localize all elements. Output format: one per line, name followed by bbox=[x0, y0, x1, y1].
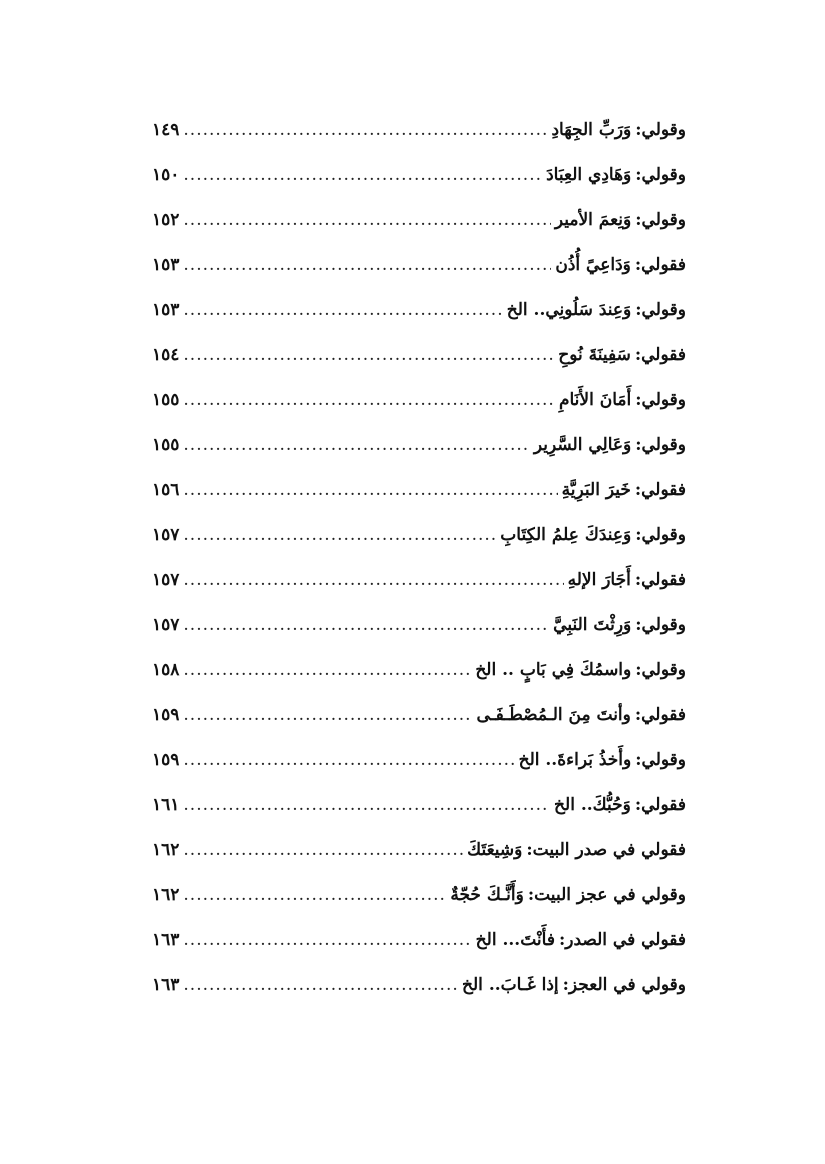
entry-lead: وقولي: bbox=[635, 660, 686, 680]
entry-title: وَنِعمَ الأمير bbox=[554, 210, 632, 230]
entry-text bbox=[553, 607, 686, 643]
entry-lead: فقولي: bbox=[634, 345, 686, 365]
entry-lead: وقولي: bbox=[635, 210, 686, 230]
entry-text bbox=[462, 967, 686, 1003]
page-number: ١٦٢ bbox=[152, 840, 180, 860]
toc-entry bbox=[152, 742, 686, 787]
dot-leader bbox=[183, 472, 557, 508]
toc-entry bbox=[152, 427, 686, 472]
dot-leader bbox=[183, 922, 471, 958]
entry-title: أَجَارَ الإلهِ bbox=[567, 570, 631, 590]
entry-title: وَعَالِي السَّرِير bbox=[533, 435, 632, 455]
page-number: ١٥٥ bbox=[152, 435, 180, 455]
entry-text bbox=[568, 562, 686, 598]
toc-entry bbox=[152, 382, 686, 427]
entry-title: وَعِندَكَ عِلمُ الكِتَابِ bbox=[500, 525, 632, 545]
page-number: ١٥٥ bbox=[152, 390, 180, 410]
entry-lead: فقولي: bbox=[634, 255, 686, 275]
entry-title: وَرِثْتَ النَبِيَّ bbox=[553, 615, 632, 635]
entry-lead: فقولي: bbox=[634, 705, 686, 725]
entry-lead: وقولي: bbox=[635, 300, 686, 320]
dot-leader bbox=[183, 157, 542, 193]
entry-lead: وقولي: bbox=[635, 435, 686, 455]
entry-lead: وقولي: bbox=[635, 615, 686, 635]
entry-text bbox=[450, 877, 686, 913]
entry-text bbox=[554, 787, 686, 823]
toc-entry bbox=[152, 877, 686, 922]
entry-lead: وقولي في عجز البيت: bbox=[527, 885, 686, 905]
page-number: ١٥٢ bbox=[152, 210, 180, 230]
page-number: ١٥٤ bbox=[152, 345, 180, 365]
toc-entry bbox=[152, 697, 686, 742]
page-number: ١٥٧ bbox=[152, 525, 180, 545]
page-number: ١٥٧ bbox=[152, 570, 180, 590]
dot-leader bbox=[183, 787, 550, 823]
dot-leader bbox=[183, 697, 472, 733]
page-number: ١٥٣ bbox=[152, 255, 180, 275]
page-number: ١٥٩ bbox=[152, 705, 180, 725]
entry-lead: فقولي: bbox=[634, 480, 686, 500]
entry-lead: وقولي: bbox=[635, 120, 686, 140]
dot-leader bbox=[183, 112, 547, 148]
toc-entry bbox=[152, 472, 686, 517]
entry-title: وَأَنَّـكَ حُجّةٌ bbox=[450, 885, 524, 905]
dot-leader bbox=[183, 337, 554, 373]
dot-leader bbox=[183, 427, 529, 463]
entry-text bbox=[500, 517, 686, 553]
entry-title: وَدَاعِيً أُذُن bbox=[555, 255, 631, 275]
entry-text bbox=[558, 337, 686, 373]
page-number: ١٦٣ bbox=[152, 975, 180, 995]
entry-title: وَهَادِي العِبَادَ bbox=[546, 165, 632, 185]
toc-entry bbox=[152, 337, 686, 382]
page-number: ١٦٣ bbox=[152, 930, 180, 950]
dot-leader bbox=[183, 382, 555, 418]
dot-leader bbox=[183, 832, 463, 868]
dot-leader bbox=[183, 877, 446, 913]
toc-entry bbox=[152, 787, 686, 832]
entry-title: وَحُبُّكَ.. الخ bbox=[554, 795, 631, 815]
entry-text bbox=[507, 292, 686, 328]
dot-leader bbox=[183, 652, 471, 688]
entry-text bbox=[555, 202, 686, 238]
toc-entry bbox=[152, 247, 686, 292]
entry-text bbox=[476, 697, 686, 733]
toc-entry bbox=[152, 112, 686, 157]
entry-text bbox=[562, 472, 686, 508]
entry-text bbox=[546, 157, 686, 193]
entry-title: أَمَانَ الأَنَامِ bbox=[558, 390, 632, 410]
page-number: ١٦٢ bbox=[152, 885, 180, 905]
entry-lead: فقولي في الصدر: bbox=[558, 930, 686, 950]
dot-leader bbox=[183, 562, 563, 598]
toc-entry bbox=[152, 157, 686, 202]
entry-text bbox=[559, 382, 686, 418]
table-of-contents bbox=[152, 112, 686, 1012]
entry-title: وأَخذُ بَراءةَ.. الخ bbox=[518, 750, 632, 770]
toc-entry bbox=[152, 652, 686, 697]
entry-lead: فقولي: bbox=[634, 570, 686, 590]
entry-title: خَيرَ البَرِيَّةِ bbox=[561, 480, 631, 500]
dot-leader bbox=[183, 742, 514, 778]
entry-lead: وقولي في العجز: bbox=[562, 975, 686, 995]
entry-lead: فقولي في صدر البيت: bbox=[526, 840, 686, 860]
entry-text bbox=[555, 247, 686, 283]
dot-leader bbox=[183, 517, 496, 553]
dot-leader bbox=[183, 247, 551, 283]
dot-leader bbox=[183, 202, 550, 238]
toc-entry bbox=[152, 922, 686, 967]
entry-title: إذا غَـابَ.. الخ bbox=[462, 975, 559, 995]
toc-entry bbox=[152, 292, 686, 337]
entry-text bbox=[519, 742, 686, 778]
entry-title: وَرَبِّ الجِهَادِ bbox=[551, 120, 632, 140]
toc-entry bbox=[152, 202, 686, 247]
page-number: ١٥٧ bbox=[152, 615, 180, 635]
entry-text bbox=[534, 427, 686, 463]
entry-title: سَفِينَةَ نُوحِ bbox=[558, 345, 631, 365]
page-number: ١٥٣ bbox=[152, 300, 180, 320]
entry-text bbox=[476, 922, 686, 958]
entry-lead: وقولي: bbox=[635, 165, 686, 185]
entry-lead: فقولي: bbox=[634, 795, 686, 815]
toc-entry bbox=[152, 967, 686, 1012]
entry-text bbox=[467, 832, 686, 868]
dot-leader bbox=[183, 292, 502, 328]
dot-leader bbox=[183, 967, 458, 1003]
entry-title: واسمُكَ فِي بَابٍ .. الخ bbox=[475, 660, 632, 680]
toc-entry bbox=[152, 607, 686, 652]
entry-text bbox=[475, 652, 686, 688]
entry-lead: وقولي: bbox=[635, 390, 686, 410]
entry-title: وَشِيعَتَكَ bbox=[467, 840, 523, 860]
entry-text bbox=[551, 112, 686, 148]
entry-lead: وقولي: bbox=[635, 750, 686, 770]
page-number: ١٤٩ bbox=[152, 120, 180, 140]
page-number: ١٥٨ bbox=[152, 660, 180, 680]
page-number: ١٥٩ bbox=[152, 750, 180, 770]
entry-title: وأنتَ مِنَ الـمُصْطَـفَـى bbox=[476, 705, 631, 725]
entry-title: وَعِندَ سَلُونِي.. الخ bbox=[506, 300, 632, 320]
page-number: ١٥٠ bbox=[152, 165, 180, 185]
page-number: ١٦١ bbox=[152, 795, 180, 815]
entry-lead: وقولي: bbox=[635, 525, 686, 545]
entry-title: فأَنْتَ... الخ bbox=[475, 930, 555, 950]
toc-entry bbox=[152, 832, 686, 877]
page-number: ١٥٦ bbox=[152, 480, 180, 500]
toc-entry bbox=[152, 562, 686, 607]
dot-leader bbox=[183, 607, 549, 643]
toc-entry bbox=[152, 517, 686, 562]
